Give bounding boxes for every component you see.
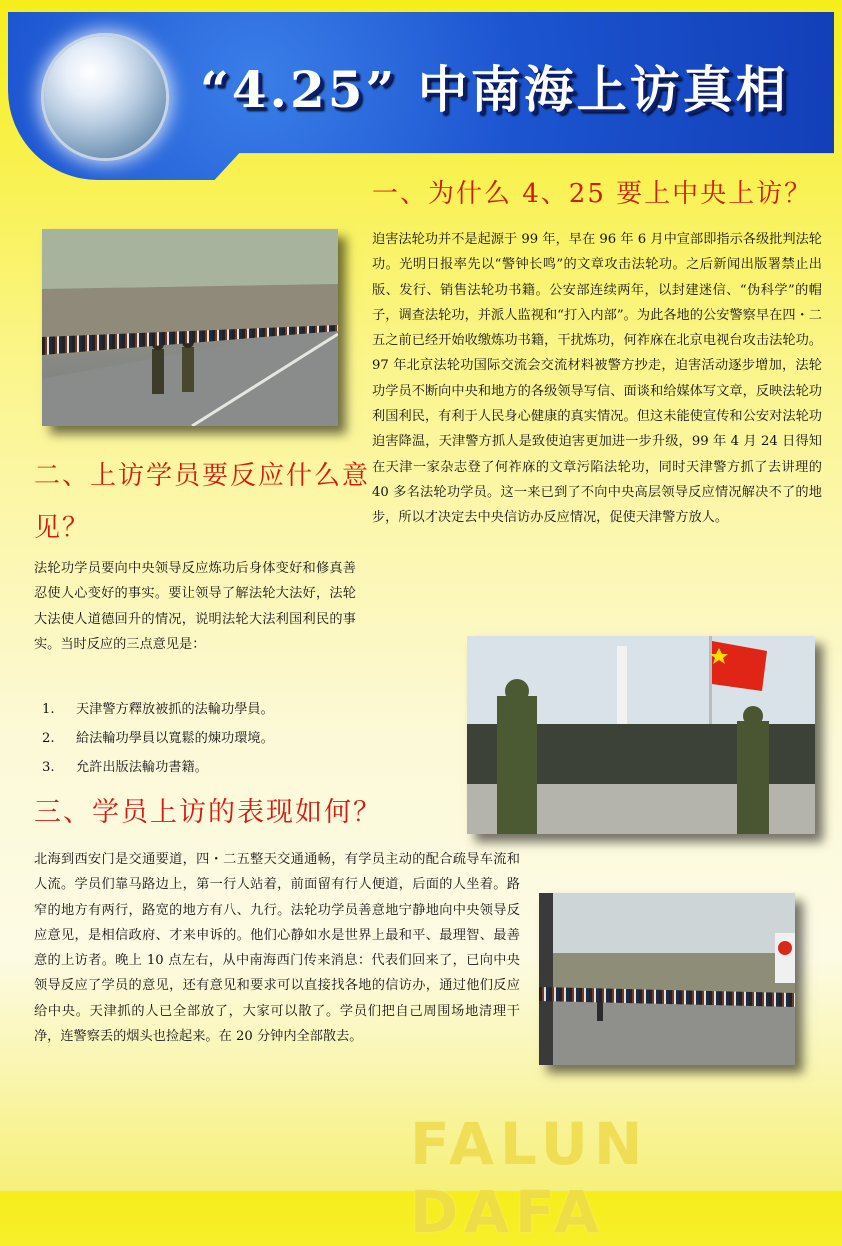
photo-street-queue	[42, 229, 338, 426]
list-item: 2. 給法輪功學員以寬鬆的煉功環境。	[42, 731, 274, 746]
photo-seated-crowd	[539, 893, 795, 1065]
demands-list	[34, 695, 274, 782]
falun-dafa-watermark: FALUN DAFA	[410, 1110, 649, 1246]
list-item: 3. 允許出版法輪功書籍。	[42, 760, 208, 775]
section3-heading: 三、学员上访的表现如何？	[34, 797, 382, 828]
photo-seated-crowd-art	[539, 893, 795, 1065]
section2-heading: 二、上访学员要反应什么意见？	[34, 461, 371, 543]
section2-body: 法轮功学员要向中央领导反应炼功后身体变好和修真善忍使人心变好的事实。要让领导了解法轮大法好，法轮大法使人道德回升的情况，说明法轮大法利国利民的事实。当时反应的三点意见是：	[34, 561, 356, 652]
section1-heading: 一、为什么 4、25 要上中央上访？	[372, 179, 813, 209]
photo-police-crowd-art	[467, 636, 815, 834]
section3-body: 北海到西安门是交通要道，四・二五整天交通通畅，有学员主动的配合疏导车流和人流。学员们靠马路边上，第一行人站着，前面留有行人便道，后面的人坐着。路窄的地方有两行，路宽的地方有八、九行。法轮功学员善意地宁静地向中央领导反应意见，是相信政府、才来申诉的。他们心静如水是世界上最和平、最理智、最善意的上访者。晚上 10 点左右，从中南海西门传来消息：代表们回来了，已向中央领导反应了学员的意见，还有意见和要求可以直接找各地的信访办，通过他们反应给中央。天津抓的人已全部放了，大家可以散了。学员们把自己周围场地清理干净，连警察丢的烟头也捡起来。在 20 分钟内全部散去。	[34, 852, 520, 1045]
page-title: “4.25” 中南海上访真相	[200, 60, 789, 119]
photo-police-crowd	[467, 636, 815, 834]
section1-body: 迫害法轮功并不是起源于 99 年，早在 96 年 6 月中宣部即指示各级批判法轮功。光明日报率先以“警钟长鸣”的文章攻击法轮功。之后新闻出版署禁止出版、发行、销售法轮功书籍。公安部连续两年，以封建迷信、“伪科学”的帽子，调查法轮功，并派人监视和“打入内部”。为此各地的公安警察早在四・二五之前已经开始收缴炼功书籍，干扰炼功，何祚庥在北京电视台攻击法轮功。97 年北京法轮功国际交流会交流材料被警方抄走，迫害活动逐步增加，法轮功学员不断向中央和地方的各级领导写信、面谈和给媒体写文章，反映法轮功利国利民，有利于人民身心健康的真实情况。但这未能使宣传和公安对法轮功迫害降温，天津警方抓人是致使迫害更加进一步升级，99 年 4 月 24 日得知在天津一家杂志登了何祚庥的文章污陷法轮功，同时天津警方抓了去讲理的 40 多名法轮功学员。这一来已到了不向中央高层领导反应情况解决不了的地步，所以才决定去中央信访办反应情况，促使天津警方放人。	[372, 232, 822, 526]
globe-emblem	[44, 36, 166, 158]
list-item: 1. 天津警方釋放被抓的法輪功學員。	[42, 702, 274, 717]
